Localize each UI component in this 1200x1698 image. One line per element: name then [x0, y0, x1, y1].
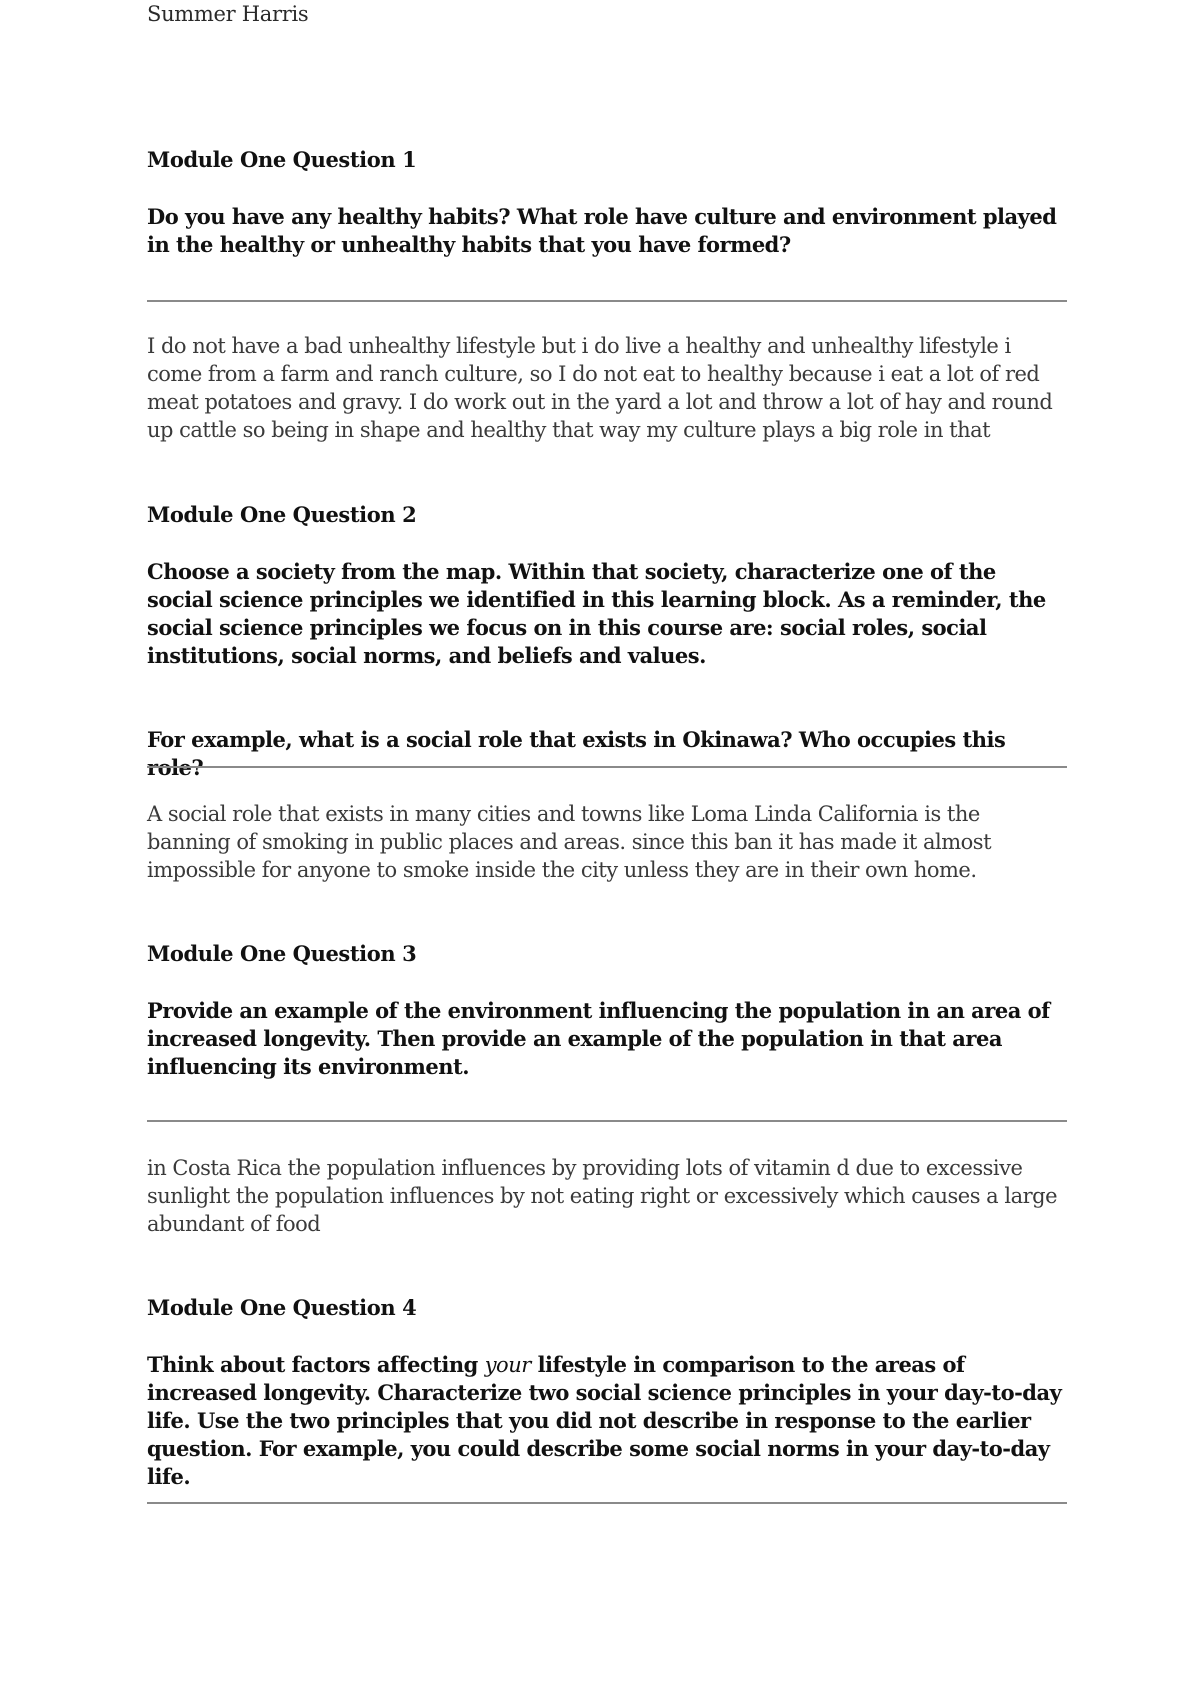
question-2-title: Module One Question 2: [147, 502, 417, 527]
answer-divider: [147, 300, 1067, 302]
question-2-example: For example, what is a social role that exists in Okinawa? Who occupies this role?: [147, 727, 1006, 780]
question-2-answer[interactable]: A social role that exists in many cities and towns like Loma Linda California is the banning of smoking in public places and areas. since this ban it has made it almost impossible for anyone to smoke inside the city unless they are in their own home.: [147, 802, 992, 882]
question-3-prompt: Provide an example of the environment influencing the population in an area of increased longevity. Then provide an example of the population in that area influencing its environment.: [147, 998, 1050, 1079]
question-1-answer[interactable]: I do not have a bad unhealthy lifestyle but i do live a healthy and unhealthy lifestyle i come from a farm and ranch culture, so I do not eat to healthy because i eat a lot of red meat potatoes and gravy. I do work out in the yard a lot and throw a lot of hay and round up cattle so being in shape and healthy that way my culture plays a big role in that: [147, 334, 1053, 442]
question-4-prompt: [147, 1351, 1067, 1491]
question-4-title: Module One Question 4: [147, 1295, 417, 1320]
question-1-title: Module One Question 1: [147, 147, 417, 172]
question-4-prompt-start: Think about factors affecting: [147, 1352, 485, 1377]
question-3-title: Module One Question 3: [147, 941, 417, 966]
question-3-answer[interactable]: in Costa Rica the population influences by providing lots of vitamin d due to excessive sunlight the population influences by not eating right or excessively which causes a large abundant of food: [147, 1156, 1058, 1236]
question-2-prompt: Choose a society from the map. Within that society, characterize one of the social science principles we identified in this learning block. As a reminder, the social science principles we focus on in this course are: social roles, social institutions, social norms, and beliefs and values.: [147, 559, 1046, 668]
answer-divider: [147, 1120, 1067, 1122]
answer-divider: [147, 766, 1067, 768]
question-4-prompt-end: lifestyle in comparison to the areas of increased longevity. Characterize two social science principles in your day-to-day life. Use the two principles that you did not describe in response to the earlier question. For example, you could describe some social norms in your day-to-day life.: [147, 1352, 1062, 1489]
question-4-prompt-emphasis: your: [484, 1353, 531, 1377]
answer-divider: [147, 1502, 1067, 1504]
author-name: Summer Harris: [147, 2, 309, 26]
question-1-prompt: Do you have any healthy habits? What role have culture and environment played in the healthy or unhealthy habits that you have formed?: [147, 204, 1057, 257]
